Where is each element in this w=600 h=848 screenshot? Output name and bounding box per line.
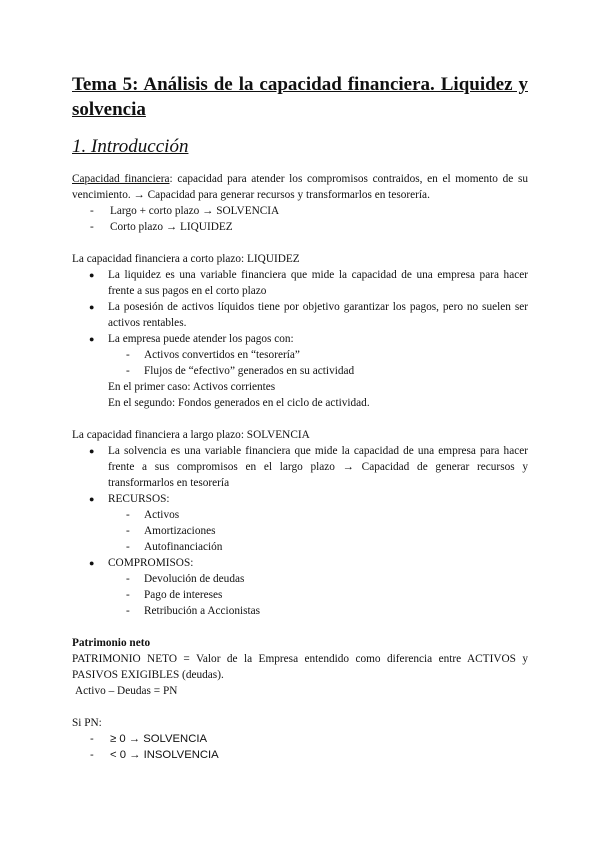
compromisos-list xyxy=(72,571,528,619)
bullet-marker: ● xyxy=(89,494,95,504)
list-item: - Largo + corto plazo → SOLVENCIA xyxy=(90,205,280,217)
dash-marker: - xyxy=(126,509,130,521)
section-heading-introduccion: 1. Introducción xyxy=(72,136,189,157)
dash-marker: - xyxy=(126,365,130,377)
list-item: ● La posesión de activos líquidos tiene por objetivo garantizar los pagos, pero no suelen ser activos rentables. xyxy=(89,301,528,329)
list-item: - Corto plazo → LIQUIDEZ xyxy=(90,221,233,233)
bullet-marker: ● xyxy=(89,334,95,344)
corto-plazo-intro: La capacidad financiera a corto plazo: LIQUIDEZ xyxy=(72,253,300,265)
list-item: - Retribución a Accionistas xyxy=(126,605,261,617)
bullet-marker: ● xyxy=(89,302,95,312)
list-item: ● La liquidez es una variable financiera que mide la capacidad de una empresa para hacer frente a sus pagos en el corto plazo xyxy=(89,269,528,297)
corto-plazo-sublist xyxy=(72,347,528,379)
corto-plazo-bullets xyxy=(72,267,528,347)
list-item: - Pago de intereses xyxy=(126,589,223,601)
document-page xyxy=(72,72,528,763)
dash-marker: - xyxy=(90,221,94,233)
bullet-marker: ● xyxy=(89,558,95,568)
compromisos-bullet xyxy=(72,555,528,571)
capacidad-financiera-term: Capacidad financiera xyxy=(72,173,170,185)
list-item: - Amortizaciones xyxy=(126,525,216,537)
capacidad-financiera-definition xyxy=(72,171,528,203)
si-pn-label: Si PN: xyxy=(72,717,102,729)
list-item: - Flujos de “efectivo” generados en su actividad xyxy=(126,365,355,377)
list-item: - Devolución de deudas xyxy=(126,573,245,585)
largo-plazo-intro: La capacidad financiera a largo plazo: SOLVENCIA xyxy=(72,429,310,441)
list-item: - ≥ 0 → SOLVENCIA xyxy=(90,733,208,745)
dash-marker: - xyxy=(90,749,94,761)
capacidad-financiera-text: : capacidad para atender los compromisos contraidos, en el momento de su vencimiento. → Capacidad para generar recursos y transformarlos en tesorería. xyxy=(72,173,528,201)
patrimonio-neto-definition: PATRIMONIO NETO = Valor de la Empresa entendido como diferencia entre ACTIVOS y PASIVOS EXIGIBLES (deudas). xyxy=(72,653,528,681)
bullet-marker: ● xyxy=(89,270,95,280)
largo-plazo-bullets xyxy=(72,443,528,507)
corto-plazo-note-2: En el segundo: Fondos generados en el ciclo de actividad. xyxy=(108,397,370,409)
dash-marker: - xyxy=(126,605,130,617)
list-item: ● RECURSOS: xyxy=(89,493,170,505)
dash-marker: - xyxy=(126,541,130,553)
list-item: - Autofinanciación xyxy=(126,541,223,553)
corto-plazo-note-1: En el primer caso: Activos corrientes xyxy=(108,381,276,393)
dash-marker: - xyxy=(126,589,130,601)
list-item: - Activos xyxy=(126,509,180,521)
capacidad-financiera-list xyxy=(72,203,528,235)
document-title: Tema 5: Análisis de la capacidad financiera. Liquidez y solvencia xyxy=(72,74,528,120)
patrimonio-neto-formula: Activo – Deudas = PN xyxy=(75,685,178,697)
list-item: ● La empresa puede atender los pagos con: xyxy=(89,333,294,345)
patrimonio-neto-heading: Patrimonio neto xyxy=(72,637,151,649)
dash-marker: - xyxy=(126,525,130,537)
dash-marker: - xyxy=(126,573,130,585)
recursos-list xyxy=(72,507,528,555)
list-item: - Activos convertidos en “tesorería” xyxy=(126,349,300,361)
list-item: ● La solvencia es una variable financiera que mide la capacidad de una empresa para hacer frente a sus compromisos en el largo plazo → Capacidad de generar recursos y transformarlos en tesorería xyxy=(89,445,528,489)
pn-cases-list xyxy=(72,731,528,763)
list-item: ● COMPROMISOS: xyxy=(89,557,194,569)
bullet-marker: ● xyxy=(89,446,95,456)
dash-marker: - xyxy=(126,349,130,361)
list-item: - < 0 → INSOLVENCIA xyxy=(90,749,219,761)
dash-marker: - xyxy=(90,733,94,745)
dash-marker: - xyxy=(90,205,94,217)
